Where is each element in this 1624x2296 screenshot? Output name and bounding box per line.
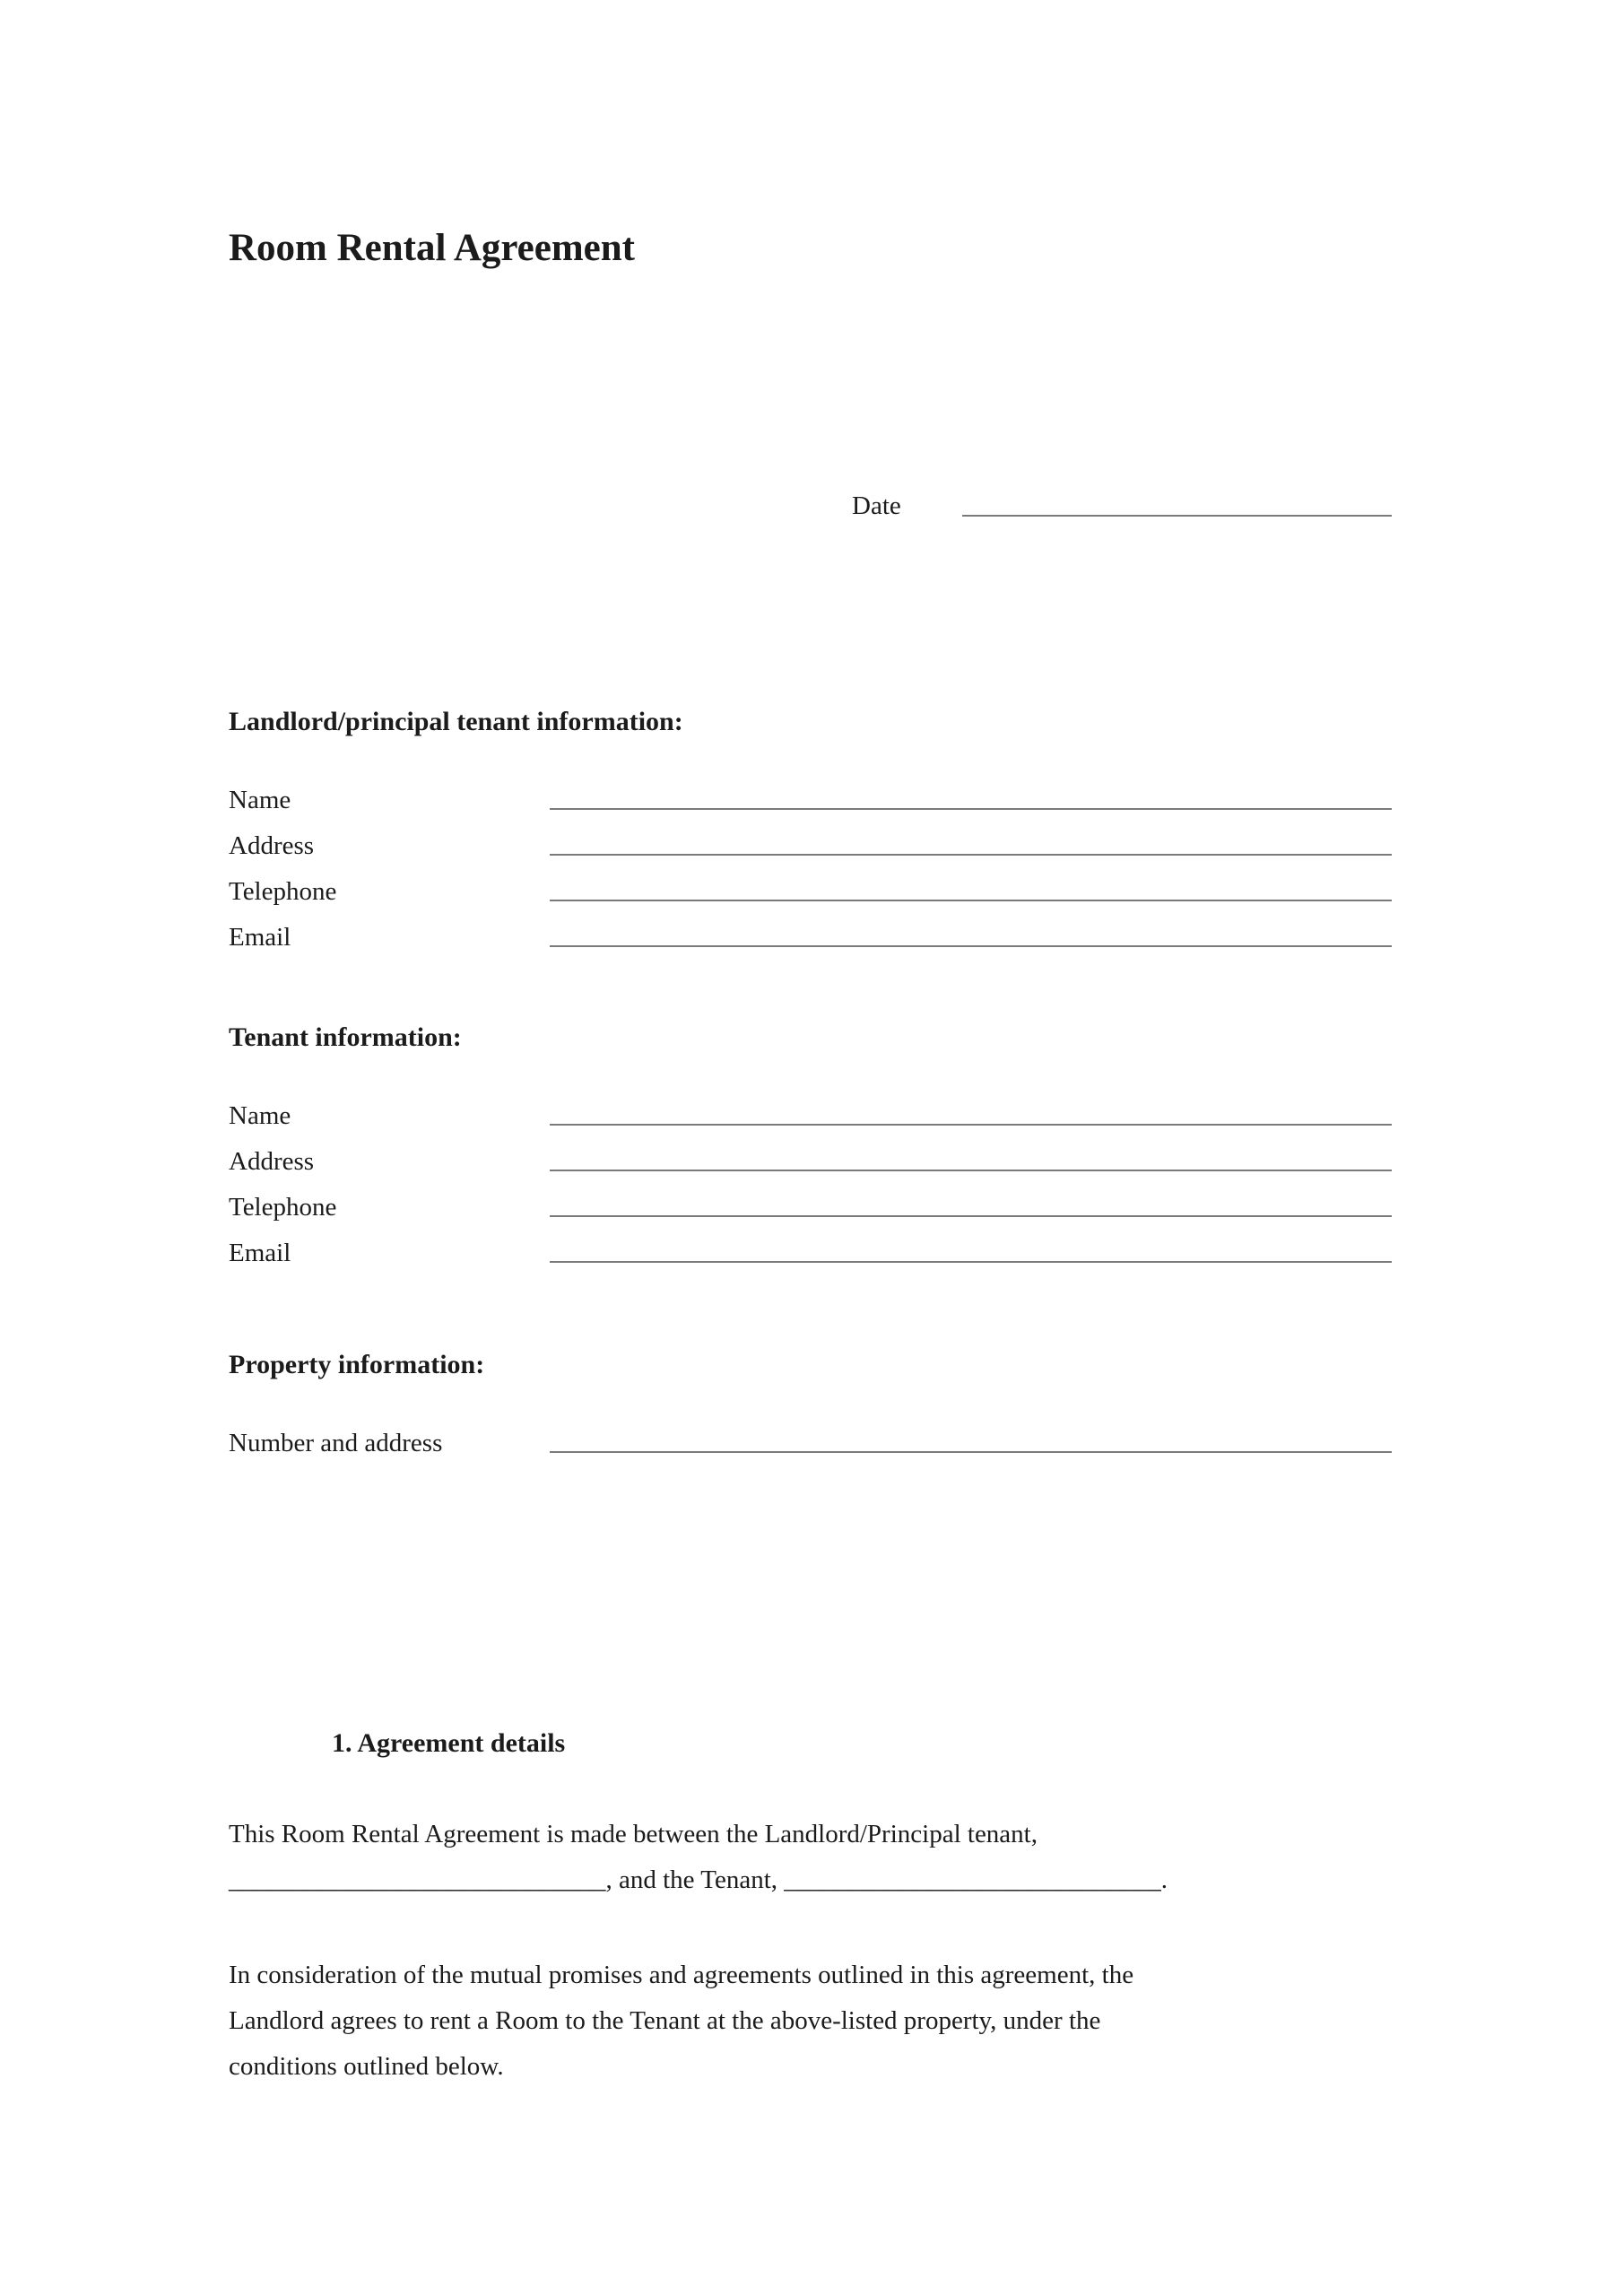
field-label-address: Address [229,831,315,860]
field-blank-line [550,808,1392,810]
field-label-address: Address [229,1147,315,1176]
paragraph-line: In consideration of the mutual promises and agreements outlined in this agreement, the [229,1961,1134,1989]
paragraph-line: conditions outlined below. [229,2052,504,2081]
field-blank-line [550,1170,1392,1171]
field-blank-line [550,900,1392,901]
field-row-tenant-address [229,1131,1392,1177]
field-row-tenant-email [229,1222,1392,1268]
date-blank-line [962,515,1392,517]
paragraph-line-with-blanks: _____________________________, and the Tenant, _____________________________. [229,1866,1168,1894]
field-blank-line [550,854,1392,856]
agreement-paragraph-2 [229,1952,1392,2090]
property-section-heading: Property information: [229,1350,485,1379]
field-blank-line [550,1261,1392,1263]
field-blank-line [550,945,1392,947]
agreement-paragraph-1 [229,1812,1392,1903]
field-blank-line [550,1451,1392,1453]
field-row-landlord-email [229,907,1392,952]
field-label-name: Name [229,1101,291,1130]
field-row-landlord-telephone [229,861,1392,907]
document-title: Room Rental Agreement [229,227,635,269]
field-row-tenant-name [229,1085,1392,1131]
field-row-landlord-address [229,815,1392,861]
agreement-details-heading: 1. Agreement details [332,1728,566,1758]
field-label-name: Name [229,786,291,814]
tenant-fields [229,1085,1392,1268]
field-label-telephone: Telephone [229,1193,337,1222]
field-label-telephone: Telephone [229,877,337,906]
landlord-section-heading: Landlord/principal tenant information: [229,707,683,736]
property-fields [229,1413,1392,1458]
date-label: Date [852,491,901,520]
landlord-fields [229,770,1392,952]
field-row-landlord-name [229,770,1392,815]
field-label-number-and-address: Number and address [229,1429,443,1457]
field-label-email: Email [229,1239,291,1267]
paragraph-line: Landlord agrees to rent a Room to the Tenant at the above-listed property, under the [229,2006,1101,2035]
field-label-email: Email [229,923,291,952]
tenant-section-heading: Tenant information: [229,1022,462,1052]
field-row-property-number-address [229,1413,1392,1458]
field-blank-line [550,1124,1392,1126]
paragraph-line: This Room Rental Agreement is made between the Landlord/Principal tenant, [229,1820,1038,1848]
field-blank-line [550,1215,1392,1217]
date-row [852,489,1392,521]
field-row-tenant-telephone [229,1177,1392,1222]
